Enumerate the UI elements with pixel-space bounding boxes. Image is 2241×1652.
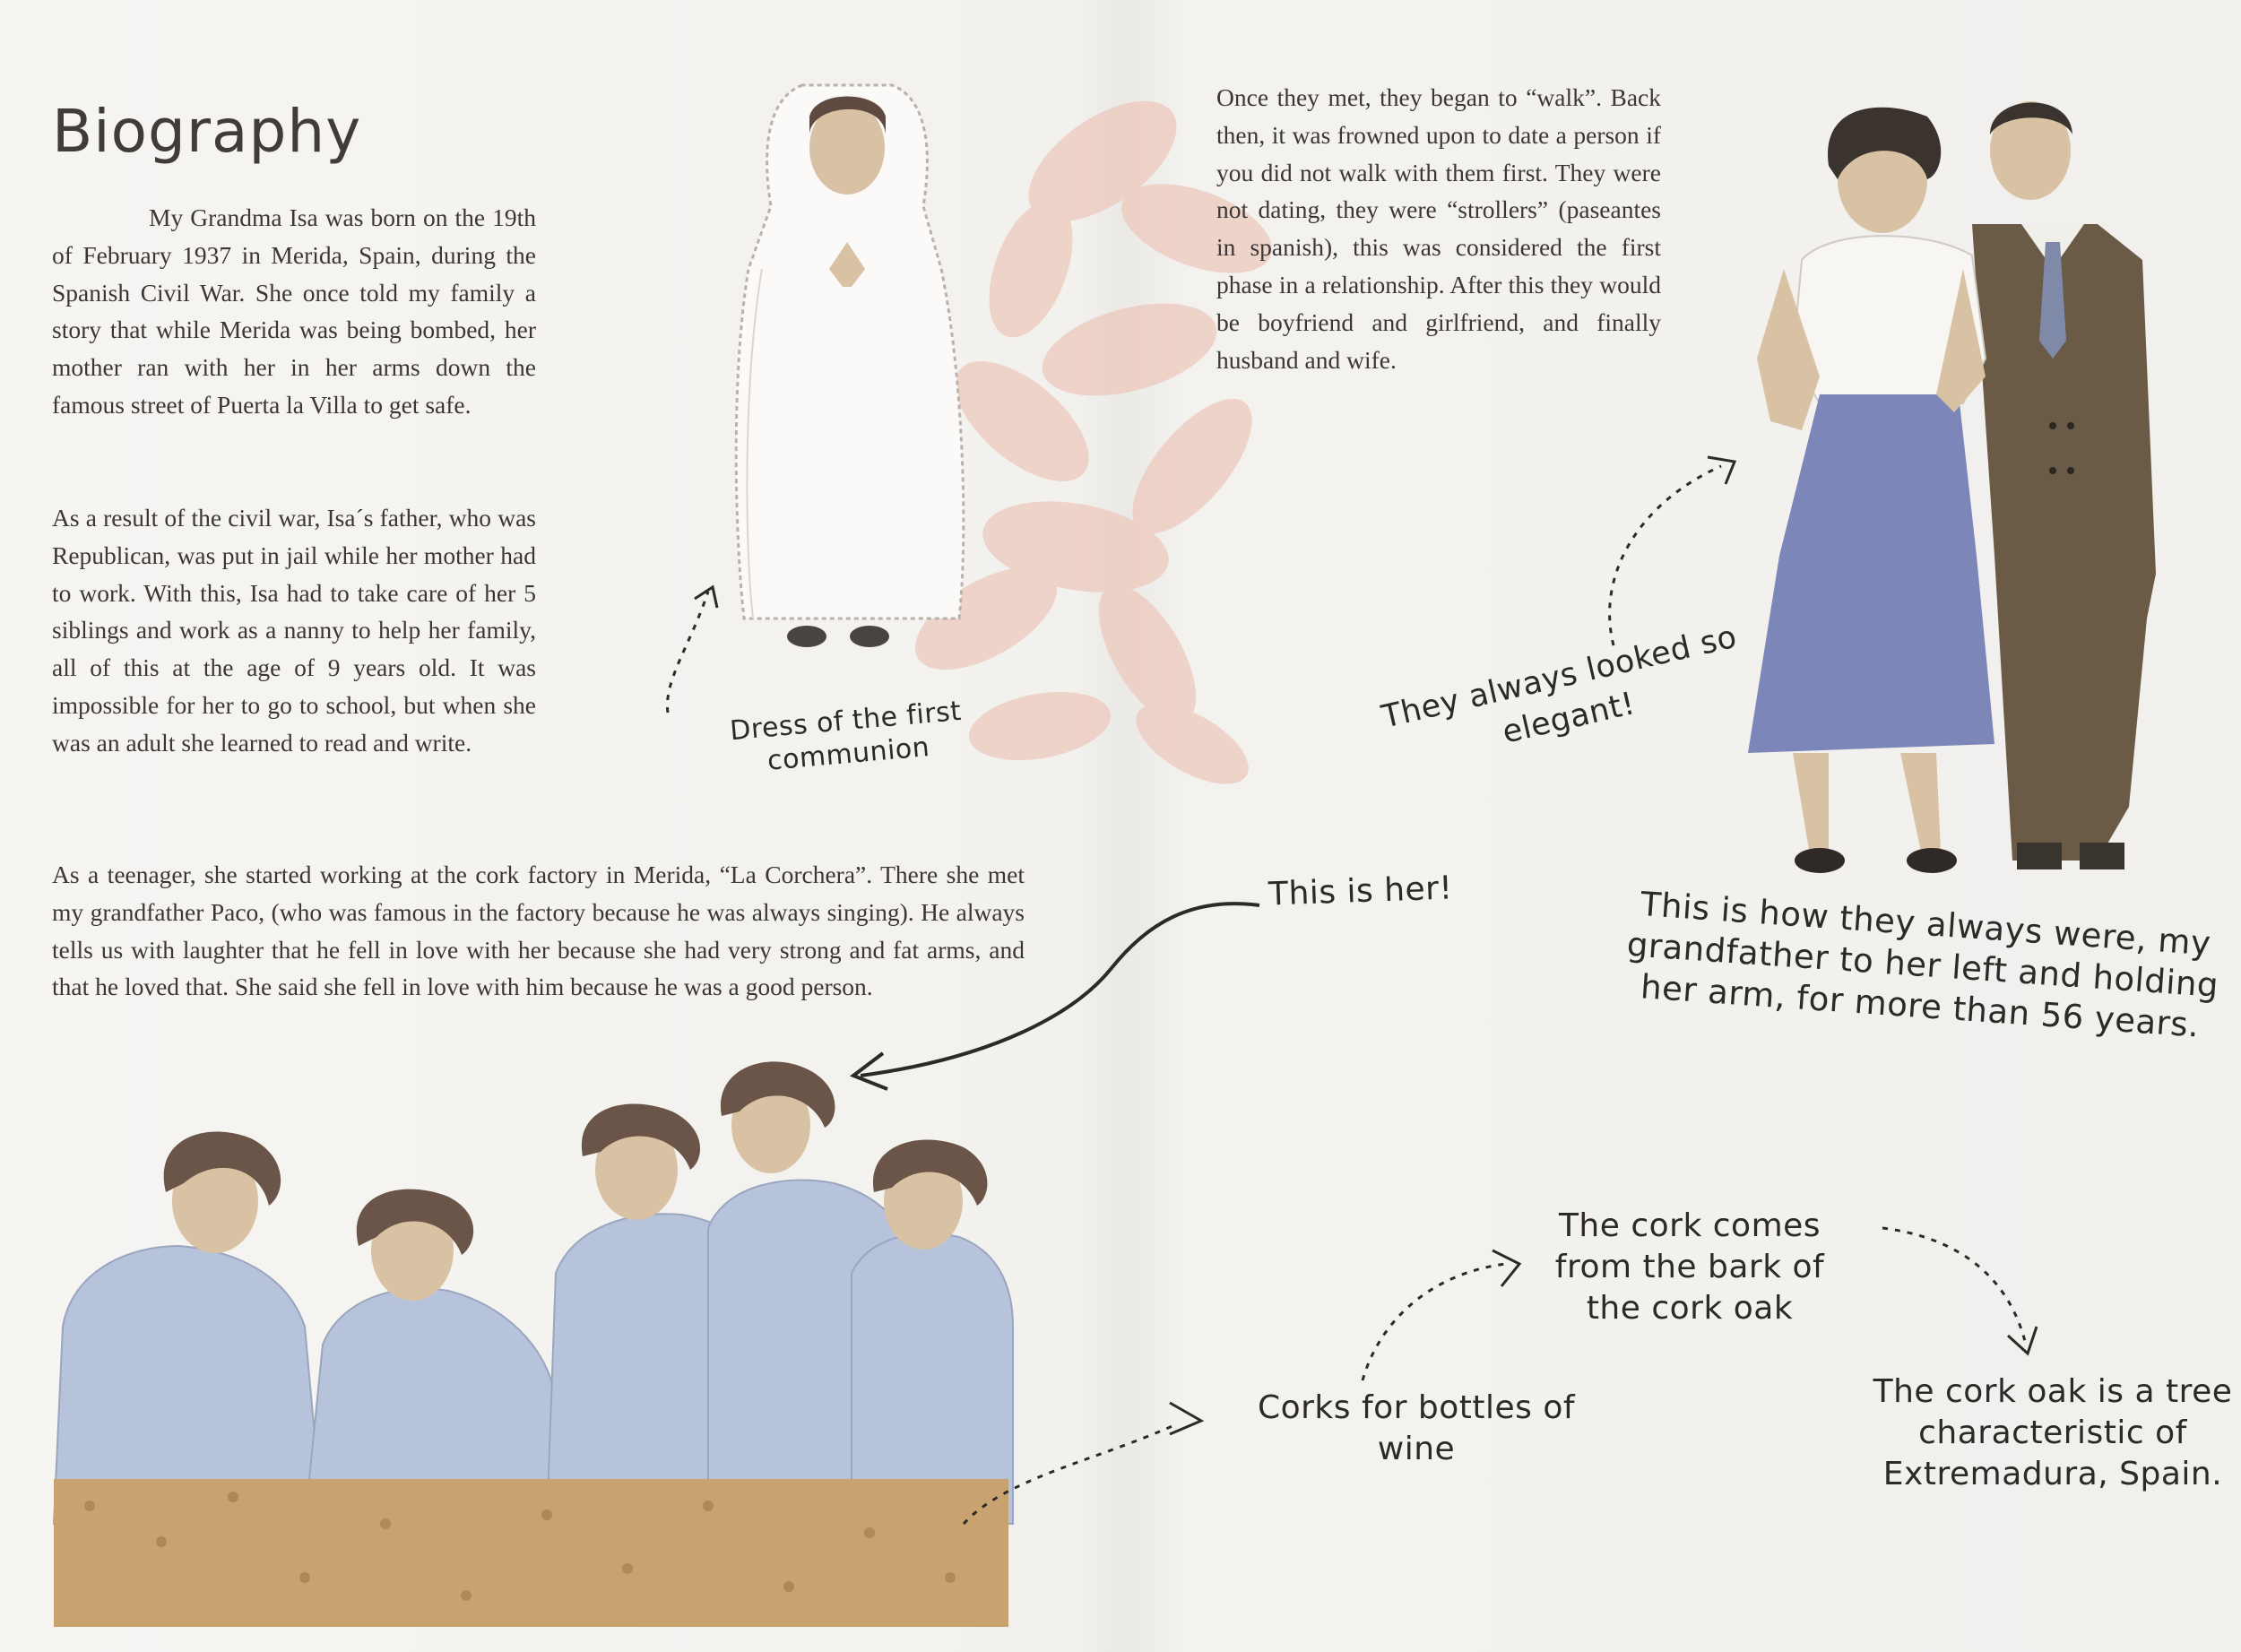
paragraph-cork-factory: As a teenager, she started working at the cork factory in Merida, “La Corchera”. There she met my grandfather Paco, (who was famous in the factory because he was always singing). He always tells us with laughter that he fell in love with her because she had very strong and fat arms, and that he loved that. She said she fell in love with him because he was a good person. (52, 861, 1025, 1001)
note-how-they-always-were: This is how they always were, my grandfather to her left and holding her arm, for more than 56 years. (1625, 884, 2220, 1045)
paragraph-strollers: Once they met, they began to “walk”. Back then, it was frowned upon to date a person if you did not walk with them first. They were not dating, they were “strollers” (paseantes in spanish), this was considered the first phase in a relationship. After this they would be boyfriend and girlfriend, and finally husband and wife. (1216, 83, 1661, 374)
note-this-is-her: This is her! (1268, 869, 1454, 913)
note-cork-oak-tree: The cork oak is a tree characteristic of Extremadura, Spain. (1873, 1373, 2233, 1492)
paragraph-civil-war: As a result of the civil war, Isa´s father, who was Republican, was put in jail while her mother had to work. With this, Isa had to take care of her 5 siblings and work as a nanny to help her family, all of this at the age of 9 years old. It was impossible for her to go to school, but when she was an adult she learned to read and write. (52, 504, 536, 757)
paragraph-birth: My Grandma Isa was born on the 19th of February 1937 in Merida, Spain, during the Spanish Civil War. She once told my family a story that while Merida was being bombed, her mother ran with her in her arms down the famous street of Puerta la Villa to get safe. (52, 203, 536, 419)
note-corks-for-wine: Corks for bottles of wine (1257, 1389, 1576, 1467)
note-communion-dress: Dress of the first communion (728, 695, 963, 777)
note-elegant: They always looked so elegant! (1378, 618, 1741, 751)
note-cork-bark: The cork comes from the bark of the cork oak (1554, 1207, 1825, 1327)
page-title: Biography (52, 97, 362, 166)
